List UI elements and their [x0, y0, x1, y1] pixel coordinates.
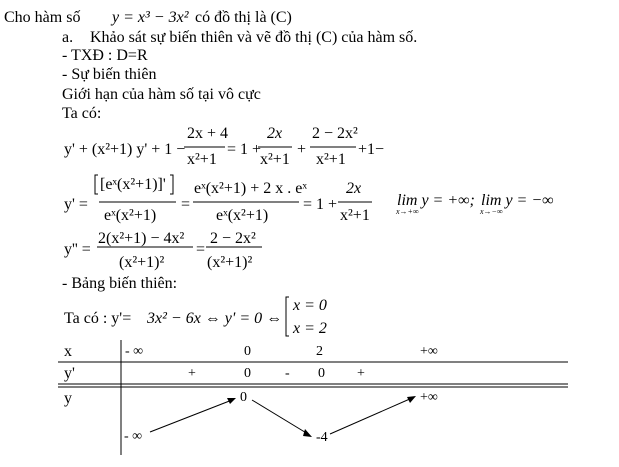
eq1-frac1-den: x²+1	[187, 151, 217, 168]
eq1-tail: +1−	[358, 141, 385, 158]
ta-co-label: Ta có:	[62, 105, 102, 122]
eq2-frac1-num: [eˣ(x²+1)]'	[100, 176, 166, 193]
eq1-frac3-den: x²+1	[316, 151, 346, 168]
eq2-frac2-den: eˣ(x²+1)	[216, 207, 269, 224]
table-y-prime-plus-1: +	[188, 366, 196, 381]
eq1-frac2-den: x²+1	[260, 151, 290, 168]
eq2-frac1-den: eˣ(x²+1)	[104, 207, 157, 224]
eq3-frac1-den: (x²+1)²	[119, 254, 165, 271]
table-y-prime-label: y'	[64, 365, 75, 382]
table-y-neg-inf: - ∞	[124, 429, 143, 444]
table-y-max: 0	[240, 390, 247, 405]
eq4-prefix: Ta có : y'=	[64, 310, 132, 327]
eq2-lim2: lim y = −∞	[481, 192, 554, 209]
eq4-case-2: x = 2	[293, 320, 327, 337]
table-y-prime-plus-2: +	[357, 366, 365, 381]
eq2-lim1: lim y = +∞;	[397, 192, 475, 209]
table-y-pos-inf: +∞	[420, 390, 438, 405]
eq2-lim1-sub: x→+∞	[396, 207, 419, 216]
eq2-eq: =	[181, 196, 191, 213]
intro-function: y = x³ − 3x²	[112, 9, 189, 26]
eq2-lim2-sub: x→−∞	[480, 207, 503, 216]
eq1-frac3-num: 2 − 2x²	[312, 125, 358, 142]
table-y-prime-zero-2: 0	[318, 366, 325, 381]
eq2-frac2-num: eˣ(x²+1) + 2 x . eˣ	[194, 180, 307, 197]
eq1-lhs: y' + (x²+1) y' + 1 −	[64, 141, 186, 158]
eq1-frac2-num: 2x	[267, 125, 283, 142]
eq4-derivative: 3x² − 6x ⇔ y' = 0 ⇔	[147, 310, 283, 327]
table-x-2: 2	[316, 344, 323, 359]
eq1-mid2: +	[297, 141, 307, 158]
txd-line: - TXĐ : D=R	[62, 47, 148, 64]
intro-suffix: có đồ thị là (C)	[195, 9, 292, 26]
eq3-lhs: y'' =	[64, 241, 91, 258]
eq3-frac1-num: 2(x²+1) − 4x²	[98, 230, 185, 247]
table-x-label: x	[64, 343, 72, 360]
table-y-prime-zero-1: 0	[244, 366, 251, 381]
eq2-frac3-den: x²+1	[340, 207, 370, 224]
eq1-frac1-num: 2x + 4	[187, 125, 229, 142]
table-x-0: 0	[244, 344, 251, 359]
eq2-frac3-num: 2x	[346, 180, 362, 197]
eq2-lhs: y' =	[64, 196, 88, 213]
table-x-pos-inf: +∞	[420, 344, 438, 359]
part-a-text: Khảo sát sự biến thiên và vẽ đồ thị (C) của hàm số.	[90, 29, 418, 46]
table-y-prime-minus: -	[285, 366, 290, 381]
eq3-frac2-num: 2 − 2x²	[210, 230, 256, 247]
part-a-marker: a.	[62, 29, 74, 46]
bang-bien-thien-heading: - Bảng biến thiên:	[62, 275, 178, 292]
eq3-frac2-den: (x²+1)²	[207, 254, 253, 271]
gioi-han-line: Giới hạn của hàm số tại vô cực	[62, 86, 261, 103]
intro-prefix: Cho hàm số	[4, 9, 81, 26]
table-y-label: y	[64, 390, 72, 407]
eq2-mid: = 1 +	[303, 196, 338, 213]
eq4-case-1: x = 0	[293, 297, 327, 314]
eq1-mid1: = 1 +	[227, 141, 262, 158]
table-y-min: -4	[316, 430, 328, 445]
su-bien-thien-heading: - Sự biến thiên	[62, 66, 157, 83]
eq3-eq: =	[196, 241, 206, 258]
table-x-neg-inf: - ∞	[125, 344, 144, 359]
